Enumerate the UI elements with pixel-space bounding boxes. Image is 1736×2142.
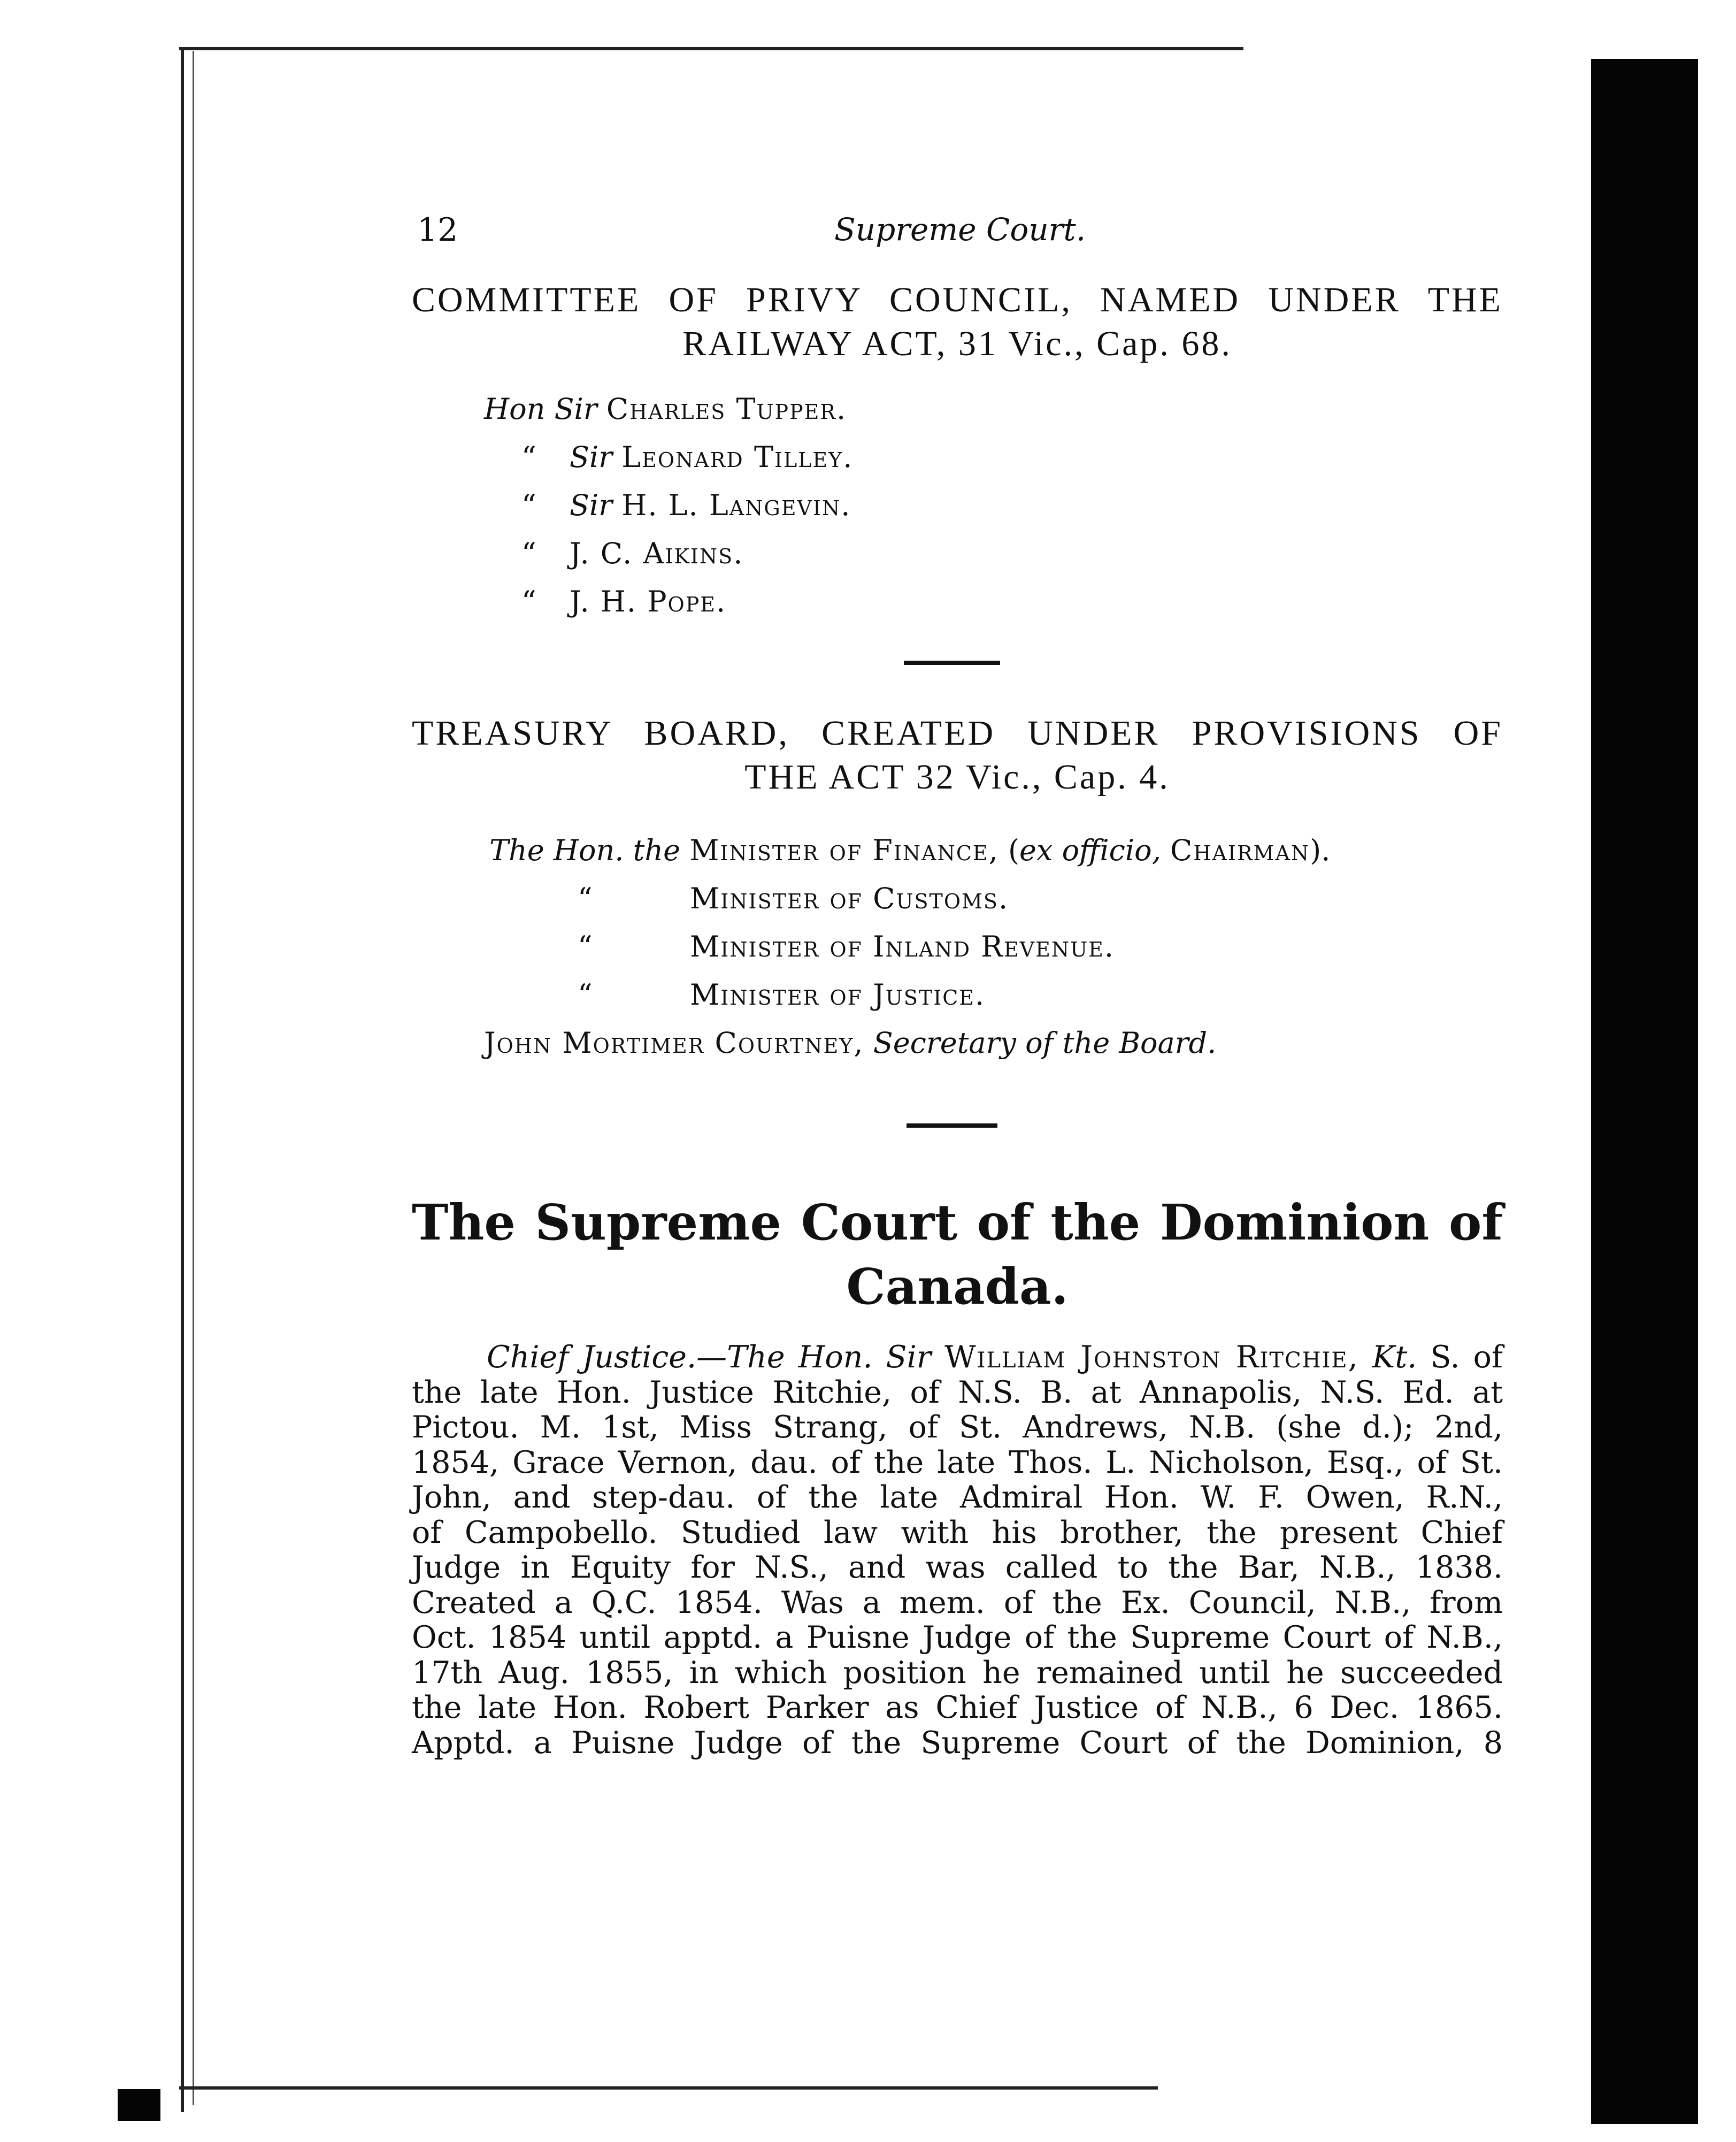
paragraph-line: Pictou. M. 1st, Miss Strang, of St. Andrews, N.B. (she d.); 2nd, — [412, 1410, 1503, 1445]
list-item: The Hon. the Minister of Finance, (ex officio, Chairman). — [489, 833, 1331, 867]
paragraph-line: Judge in Equity for N.S., and was called to the Bar, N.B., 1838. — [412, 1550, 1503, 1585]
paragraph-line: the late Hon. Justice Ritchie, of N.S. B. at Annapolis, N.S. Ed. at — [412, 1374, 1503, 1410]
chief-justice-paragraph — [412, 1340, 1503, 1761]
paragraph-line: Chief Justice.—The Hon. Sir William Johnston Ritchie, Kt. S. of — [487, 1340, 1503, 1375]
paragraph-line: the late Hon. Robert Parker as Chief Justice of N.B., 6 Dec. 1865. — [412, 1690, 1503, 1725]
supreme-court-title-line1: The Supreme Court of the Dominion of — [412, 1194, 1503, 1251]
page-border-bottom — [179, 2086, 1158, 2090]
scan-dark-edge — [1591, 59, 1698, 2124]
privy-council-heading-line2: RAILWAY ACT, 31 Vic., Cap. 68. — [682, 324, 1232, 363]
running-title: Supreme Court. — [834, 211, 1086, 248]
paragraph-line: 1854, Grace Vernon, dau. of the late Thos. L. Nicholson, Esq., of St. — [412, 1444, 1503, 1480]
page-border-top — [179, 47, 1243, 50]
paragraph-line: 17th Aug. 1855, in which position he remained until he succeeded — [412, 1655, 1503, 1690]
supreme-court-title-line2: Canada. — [846, 1258, 1069, 1315]
list-item: Hon Sir Charles Tupper. — [484, 392, 847, 426]
list-item: “ J. C. Aikins. — [521, 537, 744, 570]
page-border-left-inner — [193, 51, 194, 2105]
list-item: John Mortimer Courtney, Secretary of the Board. — [484, 1026, 1217, 1060]
paragraph-line: Created a Q.C. 1854. Was a mem. of the Ex. Council, N.B., from — [412, 1585, 1503, 1620]
scan-corner-mark — [118, 2089, 160, 2121]
paragraph-line: of Campobello. Studied law with his brother, the present Chief — [412, 1514, 1503, 1550]
list-item: “ Sir H. L. Langevin. — [521, 488, 851, 522]
page-number: 12 — [417, 211, 458, 249]
page-border-left — [181, 47, 184, 2112]
section-divider — [907, 1123, 997, 1128]
list-item: “ Minister of Inland Revenue. — [578, 930, 1115, 963]
supreme-court-title — [412, 1190, 1503, 1319]
paragraph-line: Apptd. a Puisne Judge of the Supreme Court of the Dominion, 8 — [412, 1725, 1503, 1761]
privy-council-heading-line1: COMMITTEE OF PRIVY COUNCIL, NAMED UNDER THE — [412, 280, 1503, 319]
privy-council-heading — [412, 278, 1503, 366]
paragraph-line: Oct. 1854 until apptd. a Puisne Judge of the Supreme Court of N.B., — [412, 1620, 1503, 1655]
privy-council-members — [484, 385, 853, 626]
list-item: “ Minister of Justice. — [578, 978, 986, 1012]
treasury-board-heading-line2: THE ACT 32 Vic., Cap. 4. — [744, 758, 1170, 797]
paragraph-line: John, and step-dau. of the late Admiral Hon. W. F. Owen, R.N., — [412, 1480, 1503, 1515]
treasury-board-heading-line1: TREASURY BOARD, CREATED UNDER PROVISIONS OF — [412, 714, 1503, 753]
list-item: “ J. H. Pope. — [521, 585, 727, 618]
section-divider — [904, 661, 1000, 665]
treasury-board-members — [484, 827, 1331, 1067]
treasury-board-heading — [412, 712, 1503, 799]
list-item: “ Sir Leonard Tilley. — [521, 440, 854, 474]
list-item: “ Minister of Customs. — [578, 882, 1009, 915]
